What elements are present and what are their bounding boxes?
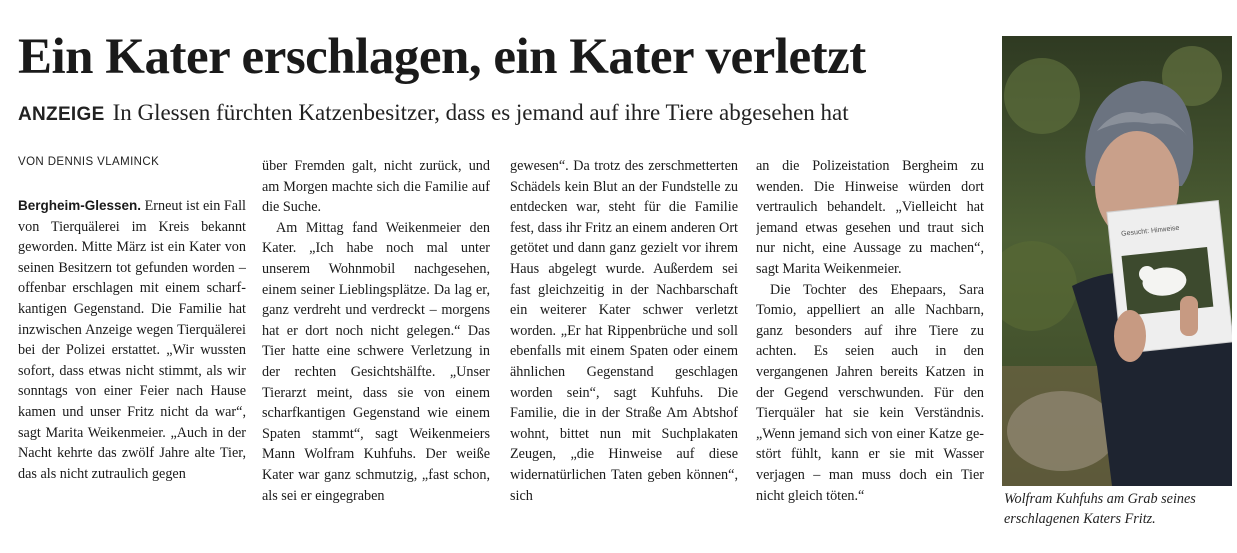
kicker-label: ANZEIGE [18,104,105,125]
article-column-3 [510,156,738,530]
dateline: Bergheim-Glessen. [18,198,142,213]
article-headline: Ein Kater erschlagen, ein Kater verletzt [18,29,866,85]
article-subline [18,97,988,131]
column-3-text: gewesen“. Da trotz des zerschmetterten Schädels kein Blut an der Fundstelle zu entdecken war, steht für die Familie fest, dass ihr Fritz an einem anderen Ort getötet und dann ganz gezielt vor ihrem Haus abgelegt wurde. Außerdem sei fast gleichzeitig in der Nachbarschaft ein weiterer Kater schwer verletzt worden. „Er hat Rippenbrüche und soll ebenfalls mit einem Spaten oder einem ähnlichen Gegenstand geschlagen worden sein“, sagt Kuhfuhs. Die Familie, die in der Straße Am Abtshof wohnt, bittet nun mit Suchplakaten Zeugen, „die Hinweise auf diese widernatürlichen Taten geben können“, sich [510,158,738,504]
column-4-paragraph-1: an die Polizeistation Bergheim zu wenden. Die Hinweise würden dort vertraulich behandelt. „Vielleicht hat jemand etwas gesehen und traut sich nur nicht, eine Aussage zu machen“, sagt Marita Weikenmeier. [756,158,984,277]
article-column-2 [262,156,490,530]
photo-illustration [1002,36,1232,486]
article-column-4 [756,156,984,530]
poster-title: Gesucht: Hinweise [1120,224,1180,238]
photo-caption: Wolfram Kuhfuhs am Grab seines erschlagenen Katers Fritz. [1004,491,1196,527]
column-1-text: Erneut ist ein Fall von Tierquälerei im Kreis bekannt geworden. Mitte März ist ein Kater von seinen Besitzern tot gefunden worden – offenbar erschlagen mit einem scharfkantigen Gegenstand. Die Familie hat inzwischen Anzeige wegen Tierquälerei bei der Polizei erstattet. „Wir wussten sofort, dass etwas nicht stimmt, als wir sonntags von einer Feier nach Hause kamen und unser Fritz nicht da war“, sagt Marita Weikenmeier. „Auch in der Nacht kehrte das zwölf Jahre alte Tier, das als nicht zutraulich gegen [18,198,246,482]
article-photo [1002,36,1232,486]
article-column-1 [18,196,246,530]
column-2-paragraph-2: Am Mittag fand Weikenmeier den Kater. „Ich habe noch mal unter unserem Wohnmobil nachgesehen, einem seiner Lieblingsplätze. Da lag er, ganz verdreht und verdreckt – morgens hat er dort noch nicht gelegen.“ Das Tier hatte eine schwere Verletzung in der rechten Gesichtshälfte. „Unser Tierarzt meint, dass sie von einem scharfkantigen Gegenstand wie einem Spaten stammt“, sagt Weikenmeiers Mann Wolfram Kuhfuhs. Der weiße Kater war ganz schmutzig, „fast schon, als sei er eingegraben [262,219,490,504]
column-2-paragraph-1: über Fremden galt, nicht zurück, und am Morgen machte sich die Familie auf die Suche. [262,158,490,216]
subline-text: In Glessen fürchten Katzenbesitzer, dass es jemand auf ihre Tiere abgesehen hat [112,100,849,125]
column-4-paragraph-2: Die Tochter des Ehepaars, Sara Tomio, appelliert an alle Nachbarn, ganz besonders auf ihre Tiere zu achten. Es seien auch in den vergangenen Jahren bereits Katzen in der Gegend verschwunden. Für den Tierquäler hat sie kein Verständnis. „Wenn jemand sich von einer Katze gestört fühlt, kann er sie mit Wasser verjagen – man muss doch ein Tier nicht gleich töten.“ [756,281,984,504]
byline: VON DENNIS VLAMINCK [18,156,160,168]
